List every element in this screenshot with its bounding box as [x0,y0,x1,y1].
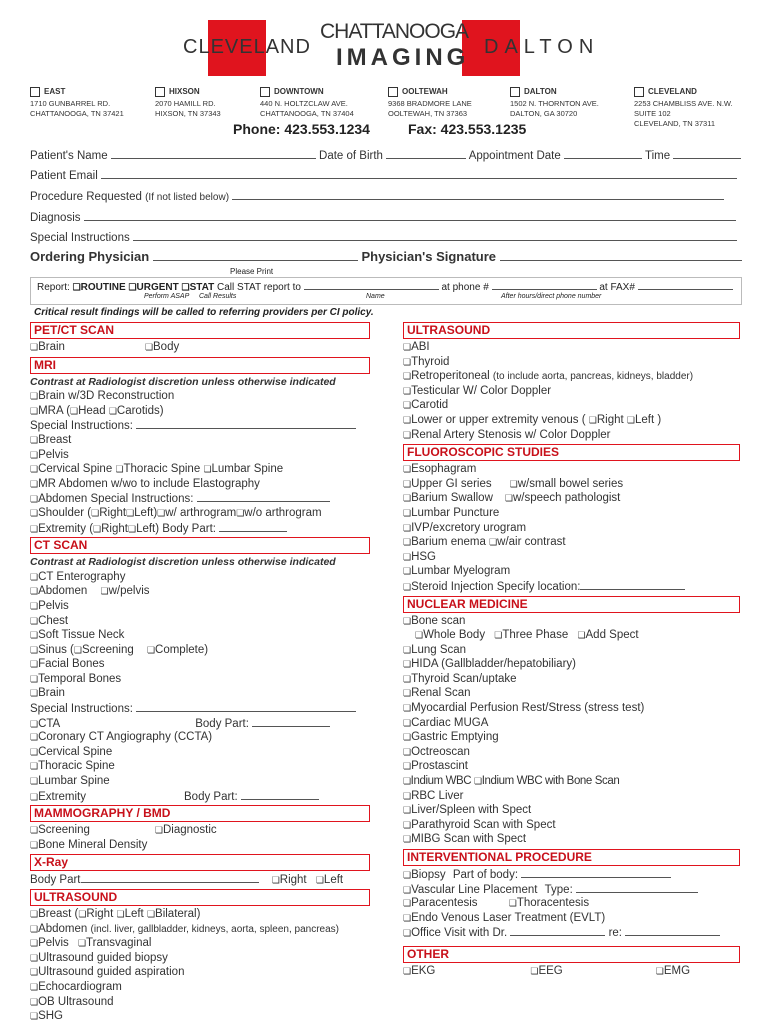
nm-indium-wbc-bone[interactable]: ❏ Indium WBC with Bone Scan [474,775,619,787]
mri-lumbar[interactable]: ❏ Lumbar Spine [203,463,283,475]
mri-shoulder-right[interactable]: ❏ Right [91,507,126,519]
ct-facial-bones[interactable]: ❏ Facial Bones [30,658,105,670]
mri-abdomen[interactable]: ❏ Abdomen Special Instructions: [30,493,193,505]
please-print-note: Please Print [230,267,274,276]
other-emg[interactable]: ❏ EMG [656,965,690,977]
location-checkbox[interactable] [510,87,520,97]
ultrasound-right-header: ULTRASOUND [403,322,740,339]
call-results-note: Call Results [199,293,237,300]
fluoro-speech[interactable]: ❏ w/speech pathologist [505,492,620,504]
location-checkbox[interactable] [155,87,165,97]
mri-extremity-field[interactable] [219,521,287,532]
ct-extremity-bodypart-field[interactable] [241,789,319,800]
us-thyroid[interactable]: ❏ Thyroid [403,356,449,368]
us-venous-right[interactable]: ❏ Right [589,414,624,426]
petct-brain[interactable]: ❏ Brain [30,341,65,353]
location-checkbox[interactable] [30,87,40,97]
logo-city-left: CLEVELAND [183,36,311,58]
stat-name-field[interactable] [304,280,439,290]
ct-soft-tissue-neck[interactable]: ❏ Soft Tissue Neck [30,629,124,641]
other-eeg[interactable]: ❏ EEG [530,965,562,977]
stat-checkbox[interactable]: ❏ STAT [182,282,215,293]
steroid-location-field[interactable] [580,579,685,590]
us-breast-bilateral[interactable]: ❏ Bilateral) [147,908,200,920]
nm-whole-body[interactable]: ❏ Whole Body [415,629,485,641]
mri-cervical[interactable]: ❏ Cervical Spine [30,463,112,475]
nm-rbc-liver[interactable]: ❏ RBC Liver [403,790,463,802]
after-hours-note: After hours/direct phone number [501,293,602,300]
ct-sinus-screening[interactable]: ❏ Screening [74,644,134,656]
mri-extremity-right[interactable]: ❏ Right [93,523,128,535]
mri-thoracic[interactable]: ❏ Thoracic Spine [115,463,200,475]
ir-vascular-line[interactable]: ❏ Vascular Line Placement [403,884,537,896]
bone-mineral-density[interactable]: ❏ Bone Mineral Density [30,839,147,851]
ct-brain[interactable]: ❏ Brain [30,687,65,699]
us-breast-right[interactable]: ❏ Right [78,908,113,920]
us-extremity-venous[interactable]: ❏ Lower or upper extremity venous ( [403,414,586,426]
ct-header: CT SCAN [30,537,370,554]
fluoro-small-bowel[interactable]: ❏ w/small bowel series [510,478,624,490]
mri-header: MRI [30,357,370,374]
mri-mra[interactable]: ❏ MRA ( [30,405,70,417]
ct-temporal-bones[interactable]: ❏ Temporal Bones [30,673,121,685]
logo-brand-main: IMAGING [336,44,470,71]
nm-gastric-emptying[interactable]: ❏ Gastric Emptying [403,731,499,743]
us-retroperitoneal[interactable]: ❏ Retroperitoneal [403,370,490,382]
us-transvaginal[interactable]: ❏ Transvaginal [78,937,152,949]
mri-abdomen-field[interactable] [197,491,330,502]
us-echocardiogram[interactable]: ❏ Echocardiogram [30,981,122,993]
perform-asap-note: Perform ASAP [144,293,190,300]
time-field[interactable] [673,147,741,159]
ir-re-field[interactable] [625,925,720,936]
ir-thoracentesis[interactable]: ❏ Thoracentesis [509,897,589,909]
nm-parathyroid[interactable]: ❏ Parathyroid Scan with Spect [403,819,556,831]
ct-extremity[interactable]: ❏ Extremity [30,791,86,803]
nm-thyroid-scan[interactable]: ❏ Thyroid Scan/uptake [403,673,517,685]
location-ooltewah[interactable]: OOLTEWAH 9368 BRADMORE LANE OOLTEWAH, TN 37363 [388,87,472,118]
us-abdomen[interactable]: ❏ Abdomen [30,923,87,935]
nm-prostascint[interactable]: ❏ Prostascint [403,760,468,772]
fluoro-barium-enema[interactable]: ❏ Barium enema [403,536,486,548]
critical-notice: Critical result findings will be called to referring providers per CI policy. [34,307,374,318]
ct-abdomen[interactable]: ❏ Abdomen [30,585,87,597]
mri-extremity-left[interactable]: ❏ Left) Body Part: [128,523,216,535]
ct-enterography[interactable]: ❏ CT Enterography [30,571,125,583]
fluoro-barium-swallow[interactable]: ❏ Barium Swallow [403,492,493,504]
us-ob[interactable]: ❏ OB Ultrasound [30,996,114,1008]
ultrasound-left-header: ULTRASOUND [30,889,370,906]
us-breast[interactable]: ❏ Breast ( [30,908,78,920]
email-field[interactable] [101,167,737,179]
mri-head[interactable]: ❏ Head [70,405,106,417]
ct-special-field[interactable] [136,701,356,712]
name-note: Name [366,293,385,300]
us-renal-artery[interactable]: ❏ Renal Artery Stenosis w/ Color Doppler [403,429,611,441]
nm-indium-wbc[interactable]: ❏ Indium WBC [403,775,471,787]
nm-lung-scan[interactable]: ❏ Lung Scan [403,644,466,656]
fluoro-header: FLUOROSCOPIC STUDIES [403,444,740,461]
mri-shoulder-left[interactable]: ❏ Left) [126,507,157,519]
nm-myocardial-perfusion[interactable]: ❏ Myocardial Perfusion Rest/Stress (stress test) [403,702,644,714]
procedure-line: Procedure Requested (If not listed below) [30,188,724,203]
ct-contrast-note: Contrast at Radiologist discretion unless otherwise indicated [30,556,336,569]
dob-field[interactable] [386,147,466,159]
fluoro-steroid-injection[interactable]: ❏ Steroid Injection Specify location: [403,581,580,593]
procedure-field[interactable] [232,188,724,200]
us-shg[interactable]: ❏ SHG [30,1010,63,1022]
location-east[interactable]: EAST 1710 GUNBARREL RD. CHATTANOOGA, TN 37421 [30,87,124,118]
physician-signature-field[interactable] [500,249,742,261]
patient-name-field[interactable] [111,147,316,159]
fluoro-air-contrast[interactable]: ❏ w/air contrast [489,536,565,548]
ir-paracentesis[interactable]: ❏ Paracentesis [403,897,478,909]
us-venous-left[interactable]: ❏ Left ) [627,414,661,426]
appointment-date-field[interactable] [564,147,642,159]
nm-cardiac-muga[interactable]: ❏ Cardiac MUGA [403,717,488,729]
fluoro-hsg[interactable]: ❏ HSG [403,551,436,563]
logo-city-right: DALTON [484,36,600,58]
xray-header: X-Ray [30,854,370,871]
mri-special-field[interactable] [136,418,356,429]
mammo-diagnostic[interactable]: ❏ Diagnostic [155,824,217,836]
mammo-header: MAMMOGRAPHY / BMD [30,805,370,822]
us-pelvis[interactable]: ❏ Pelvis [30,937,69,949]
stat-phone-field[interactable] [492,280,597,290]
email-line: Patient Email [30,167,737,182]
physician-line: Ordering Physician Physician's Signature [30,249,742,264]
mri-pelvis[interactable]: ❏ Pelvis [30,449,69,461]
nm-bone-scan[interactable]: ❏ Bone scan [403,615,465,627]
fluoro-upper-gi[interactable]: ❏ Upper GI series [403,478,492,490]
ct-sinus[interactable]: ❏ Sinus ( [30,644,74,656]
nuclear-header: NUCLEAR MEDICINE [403,596,740,613]
us-guided-biopsy[interactable]: ❏ Ultrasound guided biopsy [30,952,168,964]
ct-cta-bodypart-field[interactable] [252,716,330,727]
us-guided-aspiration[interactable]: ❏ Ultrasound guided aspiration [30,966,184,978]
mri-arthrogram[interactable]: ❏ w/ arthrogram [157,507,236,519]
other-ekg[interactable]: ❏ EKG [403,965,435,977]
mammo-screening[interactable]: ❏ Screening [30,824,90,836]
diagnosis-line: Diagnosis [30,209,736,224]
left-column: PET/CT SCAN ❏ Brain❏ Body MRI Contrast at Radiologist discretion unless otherwise indicated ❏ Brain w/3D Reconstruction ❏ MRA (❏ Head ❏ Carotids) Special Instructions: ❏ Breast ❏ Pelvis ❏ Cervical Spine ❏ Thoracic Spine ❏ Lumbar Spine ❏ MR Abdomen w/wo to include Elastography ❏ Abdomen Special Instructions: ❏ Shoulder (❏ Right❏ Left)❏ w/ arthrogram❏ w/o arthrogram ❏ Extremity (❏ Right❏ Left) Body Part: CT SCAN Contrast at Radiologist discretion unless otherwise indicated ❏ CT Enterography ❏ Abdomen ❏ w/pelvis ❏ Pelvis ❏ Chest ❏ Soft Tissue Neck ❏ Sinus (❏ Screening ❏ Complete) ❏ Facial Bones ❏ Temporal Bones ❏ Brain Special Instructions: ❏ CTA Body Part: ❏ Coronary CT Angiography (CCTA) ❏ Cervical Spine ❏ Thoracic Spine ❏ Lumbar Spine ❏ Extremity Body Part: MAMMOGRAPHY / BMD ❏ Screening❏ Diagnostic ❏ Bone Mineral Density X-Ray Body Part ❏ Right ❏ Left ULTRASOUND ❏ Breast (❏ Right ❏ Left ❏ Bilateral) ❏ Abdomen (incl. liver, gallbladder, kidneys, aorta, spleen, pancreas) ❏ Pelvis ❏ Transvaginal ❏ Ultrasound guided biopsy ❏ Ultrasound guided aspiration ❏ Echocardiogram ❏ OB Ultrasound ❏ SHG [30,320,370,1024]
nm-mibg[interactable]: ❏ MIBG Scan with Spect [403,833,526,845]
nm-renal-scan[interactable]: ❏ Renal Scan [403,687,471,699]
report-box: Report: ❏ ROUTINE ❏ URGENT ❏ STAT Call STAT report to at phone # at FAX# Perform ASAP Call Results Name After hours/direct phone number [30,277,742,305]
mri-shoulder[interactable]: ❏ Shoulder ( [30,507,91,519]
fluoro-lumbar-myelogram[interactable]: ❏ Lumbar Myelogram [403,565,510,577]
ir-doctor-field[interactable] [510,925,605,936]
routine-checkbox[interactable]: ❏ ROUTINE [73,282,126,293]
patient-info-line: Patient's Name Date of Birth Appointment Date Time [30,147,741,162]
right-column: ULTRASOUND ❏ ABI ❏ Thyroid ❏ Retroperitoneal (to include aorta, pancreas, kidneys, bladder) ❏ Testicular W/ Color Doppler ❏ Carotid ❏ Lower or upper extremity venous ( ❏ Right ❏ Left ) ❏ Renal Artery Stenosis w/ Color Doppler FLUOROSCOPIC STUDIES ❏ Esophagram ❏ Upper GI series❏ w/small bowel series ❏ Barium Swallow❏ w/speech pathologist ❏ Lumbar Puncture ❏ IVP/excretory urogram ❏ Barium enema ❏ w/air contrast ❏ HSG ❏ Lumbar Myelogram ❏ Steroid Injection Specify location: NUCLEAR MEDICINE ❏ Bone scan ❏ Whole Body ❏ Three Phase ❏ Add Spect ❏ Lung Scan ❏ HIDA (Gallbladder/hepatobiliary) ❏ Thyroid Scan/uptake ❏ Renal Scan ❏ Myocardial Perfusion Rest/Stress (stress test) ❏ Cardiac MUGA ❏ Gastric Emptying ❏ Octreoscan ❏ Prostascint ❏ Indium WBC ❏ Indium WBC with Bone Scan ❏ RBC Liver ❏ Liver/Spleen with Spect ❏ Parathyroid Scan with Spect ❏ MIBG Scan with Spect INTERVENTIONAL PROCEDURE ❏ Biopsy Part of body: ❏ Vascular Line Placement Type: ❏ Paracentesis ❏ Thoracentesis ❏ Endo Venous Laser Treatment (EVLT) ❏ Office Visit with Dr. re: OTHER ❏ EKG❏ EEG❏ EMG [403,320,740,979]
ir-evlt[interactable]: ❏ Endo Venous Laser Treatment (EVLT) [403,912,605,924]
diagnosis-field[interactable] [84,209,736,221]
us-carotid[interactable]: ❏ Carotid [403,399,448,411]
mri-extremity[interactable]: ❏ Extremity [30,523,86,535]
stat-fax-field[interactable] [638,280,733,290]
ordering-physician-field[interactable] [153,249,358,261]
phone-number: Phone: 423.553.1234 [233,121,370,137]
nm-octreoscan[interactable]: ❏ Octreoscan [403,746,470,758]
mri-breast[interactable]: ❏ Breast [30,434,71,446]
fluoro-lumbar-puncture[interactable]: ❏ Lumbar Puncture [403,507,499,519]
xray-bodypart-field[interactable] [81,872,259,883]
ct-sinus-complete[interactable]: ❏ Complete) [147,644,208,656]
ct-cta[interactable]: ❏ CTA [30,718,60,730]
ir-vascular-type-field[interactable] [576,882,698,893]
fluoro-esophagram[interactable]: ❏ Esophagram [403,463,476,475]
petct-header: PET/CT SCAN [30,322,370,339]
petct-body[interactable]: ❏ Body [145,341,179,353]
logo-brand-top: CHATTANOOGA [320,20,469,43]
nm-liver-spleen[interactable]: ❏ Liver/Spleen with Spect [403,804,531,816]
us-testicular[interactable]: ❏ Testicular W/ Color Doppler [403,385,551,397]
location-cleveland[interactable]: CLEVELAND 2253 CHAMBLISS AVE. N.W. SUITE 102 CLEVELAND, TN 37311 [634,87,733,128]
us-breast-left[interactable]: ❏ Left [116,908,143,920]
mri-wo-arthrogram[interactable]: ❏ w/o arthrogram [236,507,321,519]
location-downtown[interactable]: DOWNTOWN 440 N. HOLTZCLAW AVE. CHATTANOOGA, TN 37404 [260,87,354,118]
nm-hida[interactable]: ❏ HIDA (Gallbladder/hepatobiliary) [403,658,576,670]
location-checkbox[interactable] [388,87,398,97]
interventional-header: INTERVENTIONAL PROCEDURE [403,849,740,866]
ct-chest[interactable]: ❏ Chest [30,615,68,627]
special-instructions-field[interactable] [133,229,737,241]
mri-carotids[interactable]: ❏ Carotids) [109,405,164,417]
special-instructions-line: Special Instructions [30,229,737,244]
ct-thoracic[interactable]: ❏ Thoracic Spine [30,760,115,772]
fluoro-ivp[interactable]: ❏ IVP/excretory urogram [403,522,526,534]
nm-three-phase[interactable]: ❏ Three Phase [494,629,568,641]
ct-ccta[interactable]: ❏ Coronary CT Angiography (CCTA) [30,731,212,743]
ir-biopsy-part-field[interactable] [521,867,671,878]
xray-right[interactable]: ❏ Right [272,874,307,886]
urgent-checkbox[interactable]: ❏ URGENT [128,282,178,293]
ct-lumbar[interactable]: ❏ Lumbar Spine [30,775,110,787]
ct-pelvis[interactable]: ❏ Pelvis [30,600,69,612]
location-checkbox[interactable] [634,87,644,97]
ir-biopsy[interactable]: ❏ Biopsy [403,869,446,881]
ct-wpelvis[interactable]: ❏ w/pelvis [101,585,150,597]
ct-cervical[interactable]: ❏ Cervical Spine [30,746,112,758]
fax-number: Fax: 423.553.1235 [408,121,527,137]
location-hixson[interactable]: HIXSON 2070 HAMILL RD. HIXSON, TN 37343 [155,87,221,118]
us-abi[interactable]: ❏ ABI [403,341,430,353]
location-checkbox[interactable] [260,87,270,97]
ir-office-visit[interactable]: ❏ Office Visit with Dr. [403,927,507,939]
mri-abdomen-elastography[interactable]: ❏ MR Abdomen w/wo to include Elastography [30,478,260,490]
location-dalton[interactable]: DALTON 1502 N. THORNTON AVE. DALTON, GA 30720 [510,87,599,118]
mri-brain[interactable]: ❏ Brain w/3D Reconstruction [30,390,174,402]
other-header: OTHER [403,946,740,963]
nm-add-spect[interactable]: ❏ Add Spect [577,629,638,641]
xray-left[interactable]: ❏ Left [316,874,343,886]
mri-contrast-note: Contrast at Radiologist discretion unless otherwise indicated [30,375,336,388]
